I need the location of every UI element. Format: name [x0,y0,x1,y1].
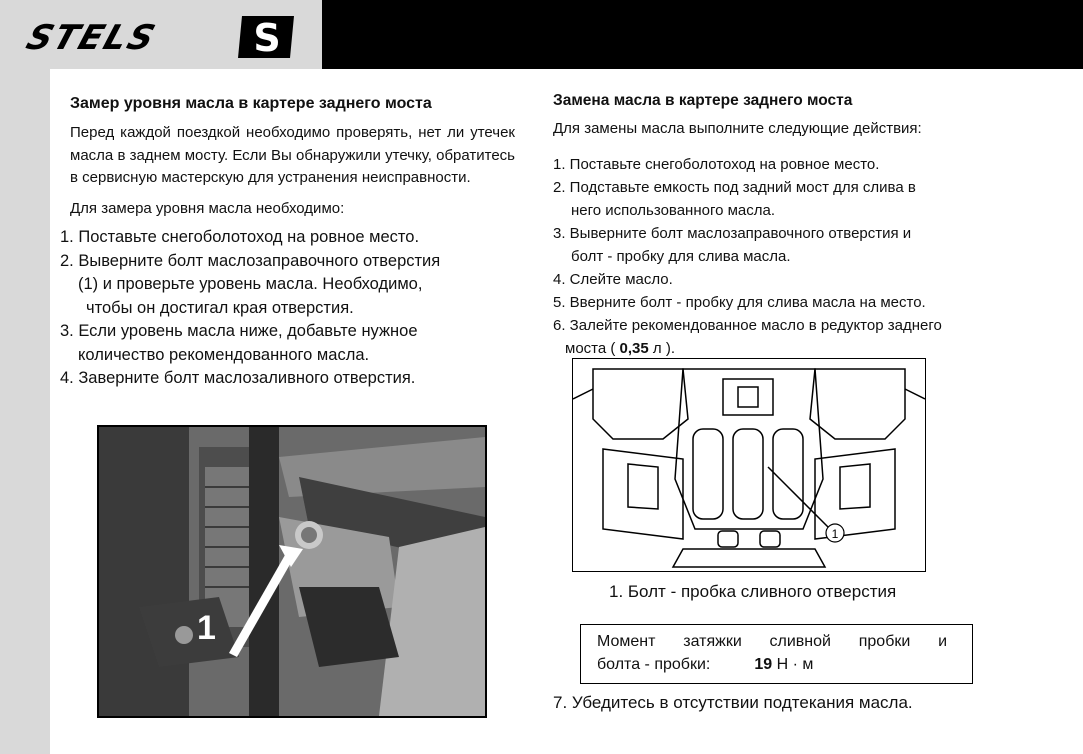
photo-illustration [99,427,485,716]
right-steps-list [553,153,989,360]
list-item: 3. Выверните болт маслозаправочного отверстия и болт - пробку для слива масла. [553,224,912,265]
list-item: 4. Заверните болт маслозаливного отверстия. [60,369,416,387]
left-margin-strip [0,69,50,754]
torque-spec-box [580,624,973,684]
right-section-title: Замена масла в картере заднего моста [553,92,853,109]
photo-callout-label: 1 [197,609,216,647]
right-step-7: 7. Убедитесь в отсутствии подтекания масла. [553,693,913,712]
left-section-title: Замер уровня масла в картере заднего моста [70,95,432,112]
left-lead-text: Для замера уровня масла необходимо: [70,199,345,217]
diagram-illustration [573,359,925,571]
diagram-caption: 1. Болт - пробка сливного отверстия [609,582,897,601]
torque-unit: Н · м [776,656,814,673]
left-intro-text: Перед каждой поездкой необходимо проверять, нет ли утечек масла в заднем мосту. Если Вы обнаружили утечку, обратитесь в сервисную мастерскую для устранения неисправности. [70,124,515,186]
rear-axle-diagram [572,358,926,572]
list-item: 1. Поставьте снегоболотоход на ровное место. [60,228,420,246]
diagram-callout-label: 1 [831,527,839,541]
torque-line-2: болта - пробки: 19 Н · м [597,656,814,673]
brand-badge-icon [234,14,298,60]
list-item: 2. Выверните болт маслозаправочного отверстия (1) и проверьте уровень масла. Необходимо, чтобы он достигал края отверстия. [60,251,441,317]
left-steps-list [60,226,518,391]
list-item: 6. Залейте рекомендованное масло в редуктор заднего моста ( 0,35 л ). [553,316,942,357]
left-column [60,95,520,391]
torque-line-1: Момент затяжки сливной пробки и [597,633,947,650]
header-bar [322,0,1083,69]
list-item: 4. Слейте масло. [553,270,673,288]
list-item: 1. Поставьте снегоболотоход на ровное место. [553,155,880,173]
list-item: 2. Подставьте емкость под задний мост для слива в него использованного масла. [553,178,916,219]
brand-logo-text: STELS [21,18,162,58]
right-lead-text: Для замены масла выполните следующие действия: [553,120,922,137]
right-column [553,92,993,360]
header-logo-area [0,0,322,69]
torque-value: 19 [754,656,773,673]
rear-axle-photo [97,425,487,718]
list-item: 5. Вверните болт - пробку для слива масла на место. [553,293,926,311]
list-item: 3. Если уровень масла ниже, добавьте нужное количество рекомендованного масла. [60,322,418,364]
brand-badge-letter: S [253,16,281,60]
